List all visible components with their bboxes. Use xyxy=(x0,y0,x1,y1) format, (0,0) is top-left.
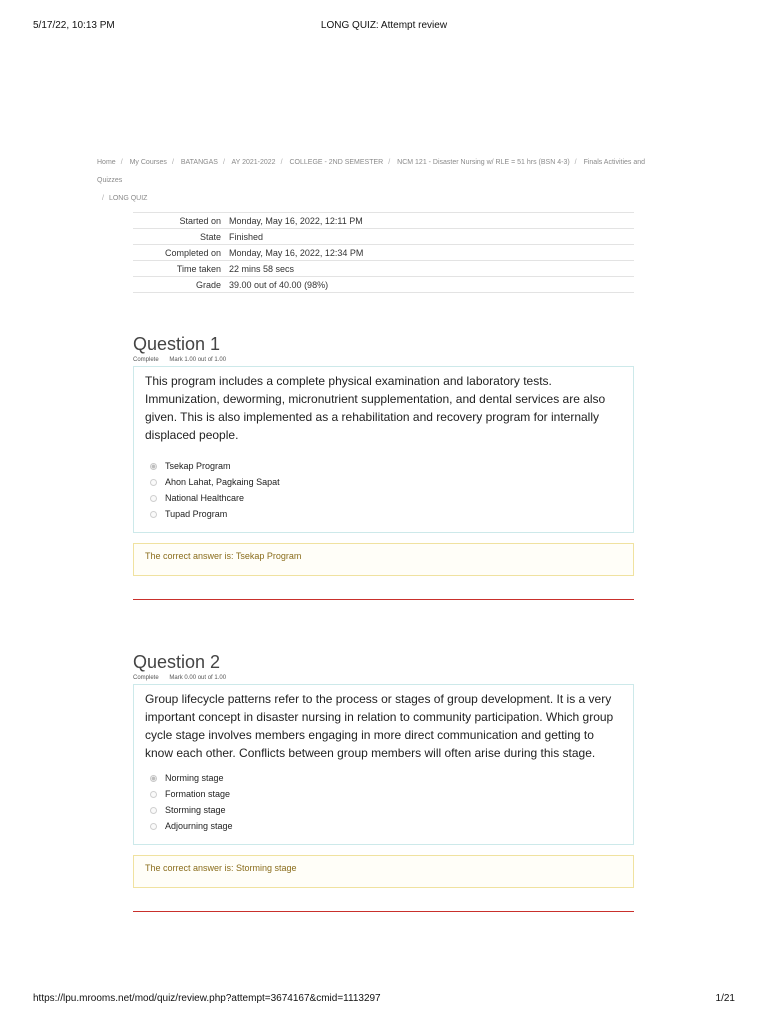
breadcrumb-semester[interactable]: COLLEGE - 2ND SEMESTER xyxy=(289,159,384,166)
summary-row-time-taken xyxy=(133,261,634,277)
breadcrumb-my-courses[interactable]: My Courses xyxy=(129,159,167,166)
question-title: Question 1 xyxy=(133,334,221,354)
summary-row-completed xyxy=(133,245,634,261)
breadcrumb-home[interactable]: Home xyxy=(97,159,116,166)
breadcrumb xyxy=(97,154,667,208)
print-url: https://lpu.mrooms.net/mod/quiz/review.php?attempt=3674167&cmid=1113297 xyxy=(33,993,381,1004)
breadcrumb-separator: / xyxy=(171,159,174,166)
radio-icon[interactable] xyxy=(150,495,157,502)
answer-option[interactable] xyxy=(145,802,622,818)
question-mark: Mark 0.00 out of 1.00 xyxy=(169,675,227,681)
answer-options xyxy=(145,458,622,522)
answer-option[interactable] xyxy=(145,458,622,474)
breadcrumb-separator: / xyxy=(120,159,123,166)
question-2 xyxy=(133,651,634,912)
summary-label: Grade xyxy=(195,279,221,290)
summary-row-grade xyxy=(133,277,634,293)
breadcrumb-academic-year[interactable]: AY 2021-2022 xyxy=(231,159,276,166)
answer-option[interactable] xyxy=(145,474,622,490)
summary-label: Completed on xyxy=(164,247,221,258)
print-title: LONG QUIZ: Attempt review xyxy=(320,20,448,31)
radio-icon[interactable] xyxy=(150,807,157,814)
question-1 xyxy=(133,333,634,600)
breadcrumb-course[interactable]: NCM 121 - Disaster Nursing w/ RLE = 51 hrs (BSN 4-3) xyxy=(397,159,570,166)
breadcrumb-separator: / xyxy=(280,159,283,166)
correct-answer-feedback: The correct answer is: Storming stage xyxy=(133,855,634,888)
summary-value: Monday, May 16, 2022, 12:34 PM xyxy=(229,247,364,258)
answer-label: Storming stage xyxy=(165,805,226,815)
answer-label: Ahon Lahat, Pagkaing Sapat xyxy=(165,477,280,487)
breadcrumb-campus[interactable]: BATANGAS xyxy=(180,159,218,166)
answer-label: Tupad Program xyxy=(165,509,228,519)
summary-label: Time taken xyxy=(176,263,221,274)
breadcrumb-separator: / xyxy=(574,159,577,166)
answer-option[interactable] xyxy=(145,786,622,802)
question-text: This program includes a complete physical examination and laboratory tests. Immunization, deworming, micronutrient supplementation, and dental services are also given. This is also implemented as a rehabilitation and recovery program for internally displaced people. xyxy=(145,374,606,442)
answer-option[interactable] xyxy=(145,818,622,834)
summary-value: 22 mins 58 secs xyxy=(229,263,295,274)
breadcrumb-separator: / xyxy=(222,159,225,166)
radio-icon[interactable] xyxy=(150,791,157,798)
summary-row-state xyxy=(133,229,634,245)
print-date: 5/17/22, 10:13 PM xyxy=(33,20,115,31)
attempt-summary-table xyxy=(133,212,634,293)
question-meta xyxy=(133,357,634,366)
summary-label: State xyxy=(199,231,221,242)
question-divider xyxy=(133,911,634,912)
breadcrumb-section[interactable]: Finals Activities and Quizzes xyxy=(97,159,646,184)
radio-selected-icon[interactable] xyxy=(150,463,157,470)
answer-option[interactable] xyxy=(145,770,622,786)
summary-value: 39.00 out of 40.00 (98%) xyxy=(229,279,329,290)
answer-label: Formation stage xyxy=(165,789,231,799)
question-status: Complete xyxy=(133,357,159,363)
summary-value: Finished xyxy=(229,231,264,242)
breadcrumb-quiz[interactable]: LONG QUIZ xyxy=(108,195,148,202)
breadcrumb-separator: / xyxy=(388,159,391,166)
radio-icon[interactable] xyxy=(150,823,157,830)
question-divider xyxy=(133,599,634,600)
radio-selected-icon[interactable] xyxy=(150,775,157,782)
answer-label: National Healthcare xyxy=(165,493,245,503)
summary-value: Monday, May 16, 2022, 12:11 PM xyxy=(229,215,363,226)
question-meta xyxy=(133,675,634,684)
radio-icon[interactable] xyxy=(150,511,157,518)
answer-option[interactable] xyxy=(145,506,622,522)
question-content xyxy=(133,684,634,845)
question-text: Group lifecycle patterns refer to the process or stages of group development. It is a very important concept in disaster nursing in relation to community participation. Which group cycle stage involves members engaging in more direct communication and getting to know each other. Conflicts between group members will often arise during this stage. xyxy=(145,692,614,760)
answer-options xyxy=(145,770,622,834)
summary-row-started xyxy=(133,213,634,229)
answer-option[interactable] xyxy=(145,490,622,506)
summary-label: Started on xyxy=(179,215,221,226)
breadcrumb-separator: / xyxy=(102,195,104,202)
question-status: Complete xyxy=(133,675,159,681)
question-title: Question 2 xyxy=(133,652,221,672)
answer-label: Norming stage xyxy=(165,773,224,783)
answer-label: Adjourning stage xyxy=(165,821,233,831)
correct-answer-feedback: The correct answer is: Tsekap Program xyxy=(133,543,634,576)
answer-label: Tsekap Program xyxy=(165,461,231,471)
question-mark: Mark 1.00 out of 1.00 xyxy=(169,357,227,363)
question-content xyxy=(133,366,634,533)
radio-icon[interactable] xyxy=(150,479,157,486)
page-number: 1/21 xyxy=(715,993,735,1004)
